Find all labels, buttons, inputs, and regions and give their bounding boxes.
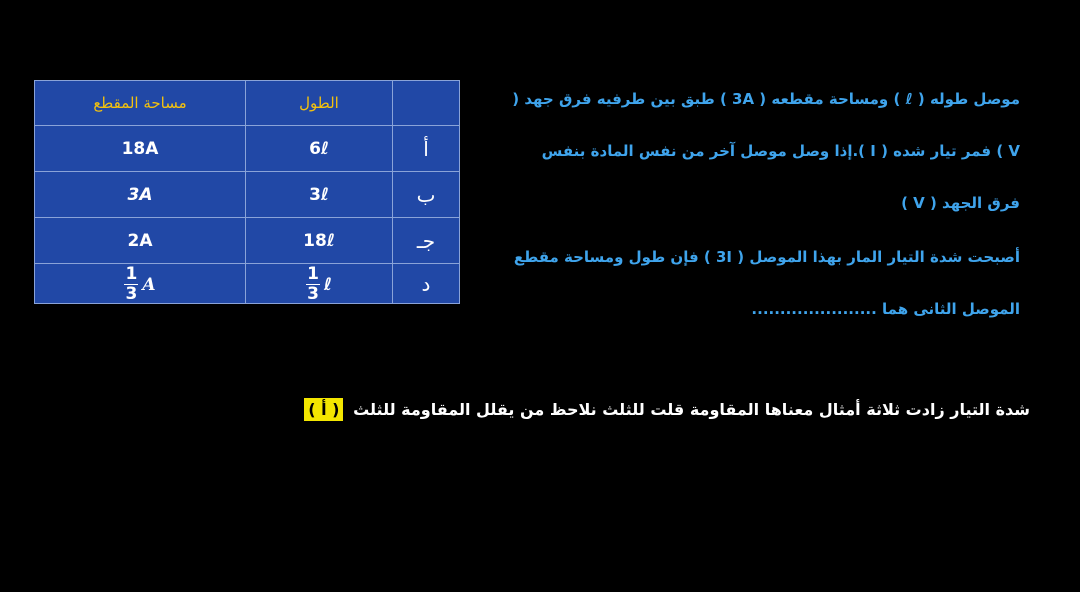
header-letter xyxy=(393,81,460,126)
fraction-denominator: 3 xyxy=(125,284,138,304)
fraction xyxy=(306,266,320,303)
question-line: الموصل الثانى هما ...................... xyxy=(751,300,1020,318)
option-letter: جـ xyxy=(393,218,460,264)
fraction-numerator: 1 xyxy=(307,264,319,284)
length-cell: 3ℓ xyxy=(246,172,393,218)
area-cell: 3A xyxy=(35,172,246,218)
table-row xyxy=(35,264,460,304)
length-fraction xyxy=(306,266,332,303)
fraction-numerator: 1 xyxy=(125,264,138,284)
question-line: فرق الجهد ( V ) xyxy=(901,194,1020,212)
question-line: V ) فمر تيار شده ( I ).إذا وصل موصل آخر من نفس المادة بنفس xyxy=(541,142,1020,160)
header-length: الطول xyxy=(246,81,393,126)
length-symbol: ℓ xyxy=(323,274,332,295)
table-row xyxy=(35,218,460,264)
area-symbol: A xyxy=(142,274,156,295)
area-fraction xyxy=(124,266,155,303)
area-cell: 18A xyxy=(35,126,246,172)
question-line: أصبحت شدة التيار المار بهذا الموصل ( 3I ) فإن طول ومساحة مقطع xyxy=(513,248,1020,266)
fraction-denominator: 3 xyxy=(307,284,319,304)
header-area: مساحة المقطع xyxy=(35,81,246,126)
option-letter: أ xyxy=(393,126,460,172)
answer-explanation xyxy=(230,400,1030,419)
table-row xyxy=(35,172,460,218)
question-text xyxy=(500,84,1020,346)
option-letter: د xyxy=(393,264,460,304)
question-line: موصل طوله ( ℓ ) ومساحة مقطعه ( 3A ) طبق بين طرفيه فرق جهد ( xyxy=(512,90,1020,108)
table-header-row xyxy=(35,81,460,126)
area-cell: 2A xyxy=(35,218,246,264)
length-cell xyxy=(246,264,393,304)
option-letter: ب xyxy=(393,172,460,218)
fraction xyxy=(124,266,138,303)
table-row xyxy=(35,126,460,172)
answer-text: شدة التيار زادت ثلاثة أمثال معناها المقاومة قلت للثلث نلاحظ من يقلل المقاومة للثلث xyxy=(353,400,1030,419)
area-cell xyxy=(35,264,246,304)
answer-choice-highlight: ( أ ) xyxy=(304,398,343,421)
length-cell: 6ℓ xyxy=(246,126,393,172)
options-table xyxy=(34,80,460,304)
length-cell: 18ℓ xyxy=(246,218,393,264)
